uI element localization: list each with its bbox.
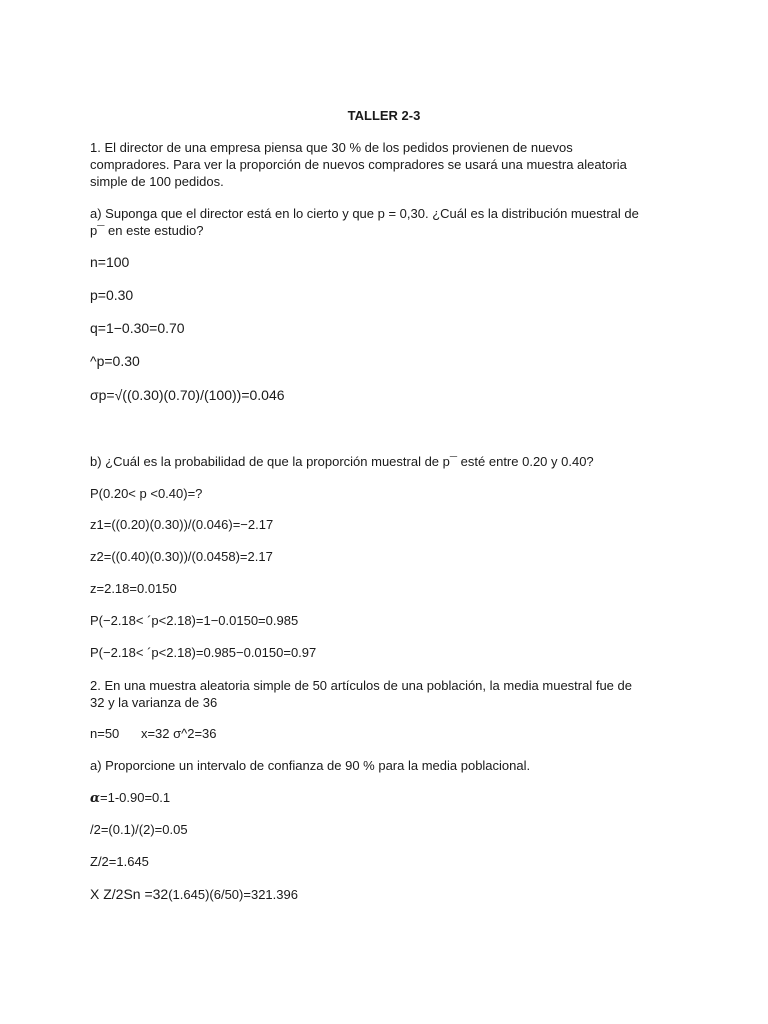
q1-b-z2: z2=((0.40)(0.30))/(0.0458)=2.17 bbox=[90, 549, 273, 564]
q1-part-a-line-2: p¯ en este estudio? bbox=[90, 223, 204, 238]
interval-lead: X Z/2Sn =32 bbox=[90, 886, 169, 902]
q1-part-b-question: b) ¿Cuál es la probabilidad de que la proporción muestral de p¯ esté entre 0.20 y 0.40? bbox=[90, 454, 594, 469]
q1-b-z: z=2.18=0.0150 bbox=[90, 581, 177, 596]
q1-intro-line-1: 1. El director de una empresa piensa que 30 % de los pedidos provienen de nuevos bbox=[90, 140, 573, 155]
q1-part-a-line-1: a) Suponga que el director está en lo cierto y que p = 0,30. ¿Cuál es la distribución muestral de bbox=[90, 206, 639, 221]
q1-b-probability: P(0.20< p <0.40)=? bbox=[90, 486, 203, 501]
q2-alpha bbox=[90, 789, 680, 807]
q2-interval bbox=[90, 886, 680, 903]
q2-intro-line-1: 2. En una muestra aleatoria simple de 50 artículos de una población, la media muestral fue de bbox=[90, 678, 632, 693]
interval-rest: (1.645)(6/50)=321.396 bbox=[168, 887, 298, 902]
q2-z-value: Z/2=1.645 bbox=[90, 854, 149, 869]
q1-q-value: q=1−0.30=0.70 bbox=[90, 320, 185, 336]
q2-given-values: n=50 x=32 σ^2=36 bbox=[90, 726, 217, 741]
q1-b-p2: P(−2.18< ´p<2.18)=0.985−0.0150=0.97 bbox=[90, 645, 317, 660]
q1-b-p1: P(−2.18< ´p<2.18)=1−0.0150=0.985 bbox=[90, 613, 299, 628]
q1-sigma-p: σp=√((0.30)(0.70)/(100))=0.046 bbox=[90, 387, 285, 403]
q1-b-z1: z1=((0.20)(0.30))/(0.046)=−2.17 bbox=[90, 517, 274, 532]
q1-intro-line-3: simple de 100 pedidos. bbox=[90, 174, 224, 189]
q1-n-value: n=100 bbox=[90, 254, 130, 270]
alpha-value: =1-0.90=0.1 bbox=[100, 790, 171, 805]
alpha-symbol: 𝜶 bbox=[90, 791, 101, 806]
q2-alpha-half: /2=(0.1)/(2)=0.05 bbox=[90, 822, 188, 837]
q1-phat-value: ^p=0.30 bbox=[90, 353, 140, 369]
q2-part-a-question: a) Proporcione un intervalo de confianza de 90 % para la media poblacional. bbox=[90, 758, 531, 773]
q1-intro-line-2: compradores. Para ver la proporción de nuevos compradores se usará una muestra aleatoria bbox=[90, 157, 627, 172]
document-title: TALLER 2-3 bbox=[347, 108, 421, 123]
q1-p-value: p=0.30 bbox=[90, 287, 134, 303]
q2-intro-line-2: 32 y la varianza de 36 bbox=[90, 695, 218, 710]
